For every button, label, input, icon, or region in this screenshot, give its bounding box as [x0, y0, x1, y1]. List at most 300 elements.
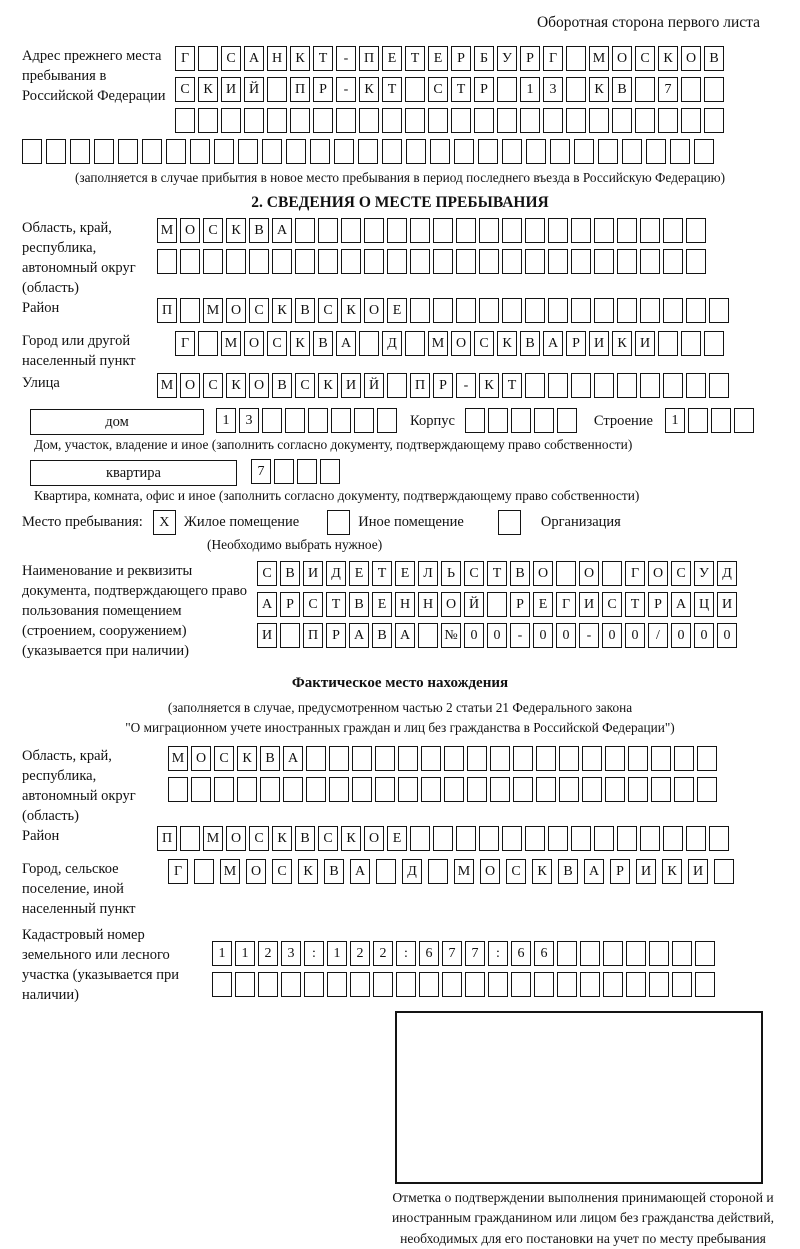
char-box: [534, 972, 554, 997]
char-box: [398, 777, 418, 802]
char-box: А: [257, 592, 277, 617]
char-box: [511, 972, 531, 997]
char-box: Т: [382, 77, 402, 102]
char-box: [617, 826, 637, 851]
char-box: [168, 777, 188, 802]
char-box: [686, 218, 706, 243]
char-box: 0: [694, 623, 714, 648]
char-box: И: [635, 331, 655, 356]
checkbox-other-premises: [327, 510, 350, 535]
char-box: [22, 139, 42, 164]
char-box: К: [272, 826, 292, 851]
char-box: С: [464, 561, 484, 586]
char-box: [352, 746, 372, 771]
char-box: [571, 373, 591, 398]
char-box: [442, 972, 462, 997]
char-box: [603, 941, 623, 966]
char-box: С: [221, 46, 241, 71]
char-box: [359, 331, 379, 356]
char-box: [94, 139, 114, 164]
char-box: К: [226, 373, 246, 398]
char-box: 7: [251, 459, 271, 484]
char-box: [582, 777, 602, 802]
char-box: [364, 249, 384, 274]
char-box: П: [290, 77, 310, 102]
char-box: В: [260, 746, 280, 771]
prev-address-note: (заполняется в случае прибытия в новое место пребывания в период последнего въезда в Российскую Федерацию): [74, 170, 726, 185]
char-box: Р: [520, 46, 540, 71]
char-box: [548, 218, 568, 243]
char-box: [387, 218, 407, 243]
char-box: [444, 777, 464, 802]
fact-rayon-label: Район: [22, 827, 60, 844]
char-box: [594, 218, 614, 243]
char-box: К: [658, 46, 678, 71]
char-box: [474, 108, 494, 133]
char-box: О: [579, 561, 599, 586]
char-box: [451, 108, 471, 133]
char-box: [387, 373, 407, 398]
region-block: [22, 218, 778, 298]
char-box: 3: [239, 408, 259, 433]
char-box: [556, 561, 576, 586]
char-box: [377, 408, 397, 433]
char-box: Р: [326, 623, 346, 648]
char-box: [166, 139, 186, 164]
char-box: Й: [464, 592, 484, 617]
char-box: -: [336, 46, 356, 71]
char-box: [594, 249, 614, 274]
char-box: [548, 298, 568, 323]
char-box: Е: [372, 592, 392, 617]
char-box: Р: [648, 592, 668, 617]
char-box: [502, 826, 522, 851]
char-box: О: [533, 561, 553, 586]
char-box: [387, 249, 407, 274]
prev-address-row-3: [175, 108, 778, 135]
char-box: [456, 826, 476, 851]
char-box: О: [681, 46, 701, 71]
char-box: [180, 249, 200, 274]
char-box: [226, 249, 246, 274]
char-box: Г: [168, 859, 188, 884]
char-box: В: [612, 77, 632, 102]
char-box: [714, 859, 734, 884]
char-box: [640, 298, 660, 323]
char-box: Т: [313, 46, 333, 71]
char-box: [327, 972, 347, 997]
char-box: [594, 298, 614, 323]
house-number-row: [216, 408, 400, 435]
char-box: К: [237, 746, 257, 771]
option-residential-label: Жилое помещение: [183, 514, 300, 530]
char-box: Л: [418, 561, 438, 586]
rayon-row: [157, 298, 732, 325]
char-box: [557, 941, 577, 966]
char-box: Т: [372, 561, 392, 586]
char-box: К: [341, 298, 361, 323]
char-box: 0: [464, 623, 484, 648]
char-box: [672, 941, 692, 966]
char-box: О: [364, 826, 384, 851]
char-box: [571, 298, 591, 323]
char-box: 0: [533, 623, 553, 648]
char-box: Е: [382, 46, 402, 71]
char-box: [180, 298, 200, 323]
choose-note: (Необходимо выбрать нужное): [207, 537, 383, 552]
char-box: М: [589, 46, 609, 71]
char-box: [566, 46, 586, 71]
char-box: 7: [442, 941, 462, 966]
char-box: [548, 373, 568, 398]
char-box: 6: [511, 941, 531, 966]
char-box: [334, 139, 354, 164]
char-box: [267, 77, 287, 102]
char-box: [640, 249, 660, 274]
char-box: [198, 108, 218, 133]
char-box: [559, 746, 579, 771]
char-box: К: [226, 218, 246, 243]
korpus-label: Корпус: [410, 413, 455, 429]
char-box: [295, 218, 315, 243]
char-box: [419, 972, 439, 997]
char-box: :: [488, 941, 508, 966]
prev-address-row-1: [175, 46, 778, 73]
char-box: М: [203, 298, 223, 323]
char-box: С: [214, 746, 234, 771]
char-box: Е: [387, 826, 407, 851]
street-label: Улица: [22, 375, 60, 391]
street-row: [157, 373, 732, 400]
char-box: [194, 859, 214, 884]
char-box: -: [336, 77, 356, 102]
char-box: [695, 972, 715, 997]
char-box: [536, 777, 556, 802]
char-box: Н: [418, 592, 438, 617]
char-box: [212, 972, 232, 997]
prev-address-row-4: [22, 139, 778, 166]
char-box: [421, 777, 441, 802]
char-box: К: [272, 298, 292, 323]
street-block: [22, 373, 778, 404]
char-box: [502, 139, 522, 164]
char-box: К: [359, 77, 379, 102]
char-box: [465, 972, 485, 997]
char-box: Т: [487, 561, 507, 586]
char-box: [375, 746, 395, 771]
char-box: [274, 459, 294, 484]
char-box: 1: [235, 941, 255, 966]
char-box: [306, 746, 326, 771]
char-box: [651, 777, 671, 802]
char-box: [272, 249, 292, 274]
char-box: П: [359, 46, 379, 71]
char-box: В: [295, 826, 315, 851]
char-box: [190, 139, 210, 164]
char-box: [329, 777, 349, 802]
document-row-1: [257, 561, 778, 588]
char-box: Ь: [441, 561, 461, 586]
char-box: [709, 373, 729, 398]
char-box: [373, 972, 393, 997]
char-box: К: [532, 859, 552, 884]
char-box: [375, 777, 395, 802]
char-box: [479, 298, 499, 323]
fact-region-label: Область, край, республика, автономный округ (область): [22, 747, 136, 824]
char-box: [478, 139, 498, 164]
char-box: [709, 826, 729, 851]
city-block: [22, 331, 778, 371]
char-box: [262, 139, 282, 164]
char-box: -: [510, 623, 530, 648]
char-box: М: [157, 373, 177, 398]
char-box: [405, 331, 425, 356]
char-box: К: [290, 46, 310, 71]
char-box: [376, 859, 396, 884]
char-box: [626, 941, 646, 966]
char-box: И: [717, 592, 737, 617]
char-box: К: [479, 373, 499, 398]
fact-note-line2: "О миграционном учете иностранных граждан и лиц без гражданства в Российской Федерации"): [125, 719, 675, 735]
char-box: [329, 746, 349, 771]
char-box: [649, 941, 669, 966]
stay-type-block: [22, 510, 778, 535]
flat-block: [22, 459, 778, 486]
fact-note-line1: (заполняется в случае, предусмотренном частью 2 статьи 21 Федерального закона: [167, 700, 633, 715]
cadastre-block: [22, 925, 778, 1005]
char-box: 2: [350, 941, 370, 966]
char-box: [704, 108, 724, 133]
char-box: Г: [556, 592, 576, 617]
char-box: [663, 826, 683, 851]
char-box: [142, 139, 162, 164]
char-box: Н: [267, 46, 287, 71]
char-box: 3: [281, 941, 301, 966]
rayon-block: [22, 298, 778, 329]
char-box: [488, 408, 508, 433]
char-box: Й: [364, 373, 384, 398]
char-box: [686, 826, 706, 851]
char-box: [511, 408, 531, 433]
char-box: О: [480, 859, 500, 884]
char-box: С: [203, 218, 223, 243]
char-box: В: [520, 331, 540, 356]
char-box: [456, 298, 476, 323]
char-box: А: [283, 746, 303, 771]
char-box: [295, 249, 315, 274]
char-box: К: [589, 77, 609, 102]
char-box: [258, 972, 278, 997]
char-box: [640, 826, 660, 851]
char-box: Н: [395, 592, 415, 617]
char-box: В: [313, 331, 333, 356]
fact-note: [22, 698, 778, 738]
fact-city-row: [168, 859, 740, 886]
char-box: С: [318, 826, 338, 851]
char-box: [46, 139, 66, 164]
cadastre-label: Кадастровый номер земельного или лесного участка (указывается при наличии): [22, 926, 179, 1003]
fact-rayon-block: [22, 826, 778, 857]
char-box: И: [589, 331, 609, 356]
char-box: [670, 139, 690, 164]
char-box: [663, 249, 683, 274]
char-box: [694, 139, 714, 164]
char-box: №: [441, 623, 461, 648]
char-box: [543, 108, 563, 133]
char-box: И: [579, 592, 599, 617]
char-box: В: [372, 623, 392, 648]
region-row-2: [157, 249, 778, 276]
flat-number-row: [251, 459, 343, 486]
char-box: В: [280, 561, 300, 586]
char-box: [571, 249, 591, 274]
char-box: В: [324, 859, 344, 884]
char-box: [605, 777, 625, 802]
char-box: 2: [258, 941, 278, 966]
char-box: Р: [451, 46, 471, 71]
city-row: [175, 331, 727, 358]
char-box: В: [558, 859, 578, 884]
char-box: [674, 777, 694, 802]
char-box: [456, 218, 476, 243]
house-type-box: дом: [30, 409, 204, 435]
char-box: [313, 108, 333, 133]
char-box: К: [318, 373, 338, 398]
char-box: А: [272, 218, 292, 243]
char-box: 2: [373, 941, 393, 966]
fact-region-row-2: [168, 777, 778, 804]
char-box: [433, 249, 453, 274]
char-box: Т: [326, 592, 346, 617]
char-box: О: [180, 373, 200, 398]
char-box: И: [257, 623, 277, 648]
flat-note: Квартира, комната, офис и иное (заполнить согласно документу, подтверждающему право собственности): [34, 488, 640, 503]
prev-address-block: [22, 46, 778, 186]
char-box: [635, 108, 655, 133]
char-box: С: [295, 373, 315, 398]
char-box: Д: [717, 561, 737, 586]
char-box: [525, 249, 545, 274]
char-box: И: [303, 561, 323, 586]
char-box: 6: [419, 941, 439, 966]
char-box: [418, 623, 438, 648]
char-box: [635, 77, 655, 102]
char-box: [320, 459, 340, 484]
char-box: 1: [212, 941, 232, 966]
char-box: 0: [487, 623, 507, 648]
char-box: [617, 249, 637, 274]
char-box: П: [303, 623, 323, 648]
char-box: М: [454, 859, 474, 884]
char-box: [502, 298, 522, 323]
char-box: [628, 746, 648, 771]
char-box: А: [395, 623, 415, 648]
char-box: [640, 218, 660, 243]
char-box: [286, 139, 306, 164]
char-box: [290, 108, 310, 133]
char-box: [382, 108, 402, 133]
char-box: [628, 777, 648, 802]
char-box: С: [318, 298, 338, 323]
char-box: Г: [625, 561, 645, 586]
char-box: [297, 459, 317, 484]
char-box: [214, 777, 234, 802]
char-box: [704, 77, 724, 102]
char-box: 0: [556, 623, 576, 648]
fact-rayon-row: [157, 826, 732, 853]
char-box: Т: [502, 373, 522, 398]
char-box: [421, 746, 441, 771]
char-box: [444, 746, 464, 771]
city-label: Город или другой населенный пункт: [22, 333, 136, 369]
char-box: [686, 298, 706, 323]
char-box: С: [602, 592, 622, 617]
char-box: [502, 249, 522, 274]
char-box: [352, 777, 372, 802]
char-box: [244, 108, 264, 133]
stay-type-label: Место пребывания:: [22, 514, 143, 530]
char-box: [566, 77, 586, 102]
char-box: [487, 592, 507, 617]
char-box: [430, 139, 450, 164]
char-box: [617, 218, 637, 243]
char-box: [175, 108, 195, 133]
char-box: [235, 972, 255, 997]
char-box: [398, 746, 418, 771]
region-row-1: [157, 218, 778, 245]
char-box: [198, 46, 218, 71]
char-box: Р: [566, 331, 586, 356]
char-box: [640, 373, 660, 398]
char-box: [306, 777, 326, 802]
fact-city-block: [22, 859, 778, 919]
char-box: [410, 249, 430, 274]
char-box: [681, 331, 701, 356]
char-box: [681, 108, 701, 133]
flat-type-box: квартира: [30, 460, 237, 486]
char-box: [479, 249, 499, 274]
char-box: [658, 108, 678, 133]
char-box: [548, 826, 568, 851]
char-box: 1: [327, 941, 347, 966]
char-box: [525, 218, 545, 243]
char-box: [617, 373, 637, 398]
char-box: К: [298, 859, 318, 884]
char-box: [711, 408, 731, 433]
char-box: И: [636, 859, 656, 884]
char-box: [513, 746, 533, 771]
region-label: Область, край, республика, автономный округ (область): [22, 220, 136, 296]
char-box: [382, 139, 402, 164]
char-box: О: [612, 46, 632, 71]
char-box: И: [341, 373, 361, 398]
char-box: С: [474, 331, 494, 356]
char-box: [70, 139, 90, 164]
cadastre-row-2: [212, 972, 778, 999]
char-box: [308, 408, 328, 433]
char-box: [260, 777, 280, 802]
char-box: [456, 249, 476, 274]
char-box: [157, 249, 177, 274]
char-box: [354, 408, 374, 433]
char-box: Р: [313, 77, 333, 102]
char-box: [350, 972, 370, 997]
char-box: [410, 826, 430, 851]
char-box: [490, 777, 510, 802]
char-box: [582, 746, 602, 771]
char-box: Д: [402, 859, 422, 884]
korpus-row: [465, 408, 580, 435]
